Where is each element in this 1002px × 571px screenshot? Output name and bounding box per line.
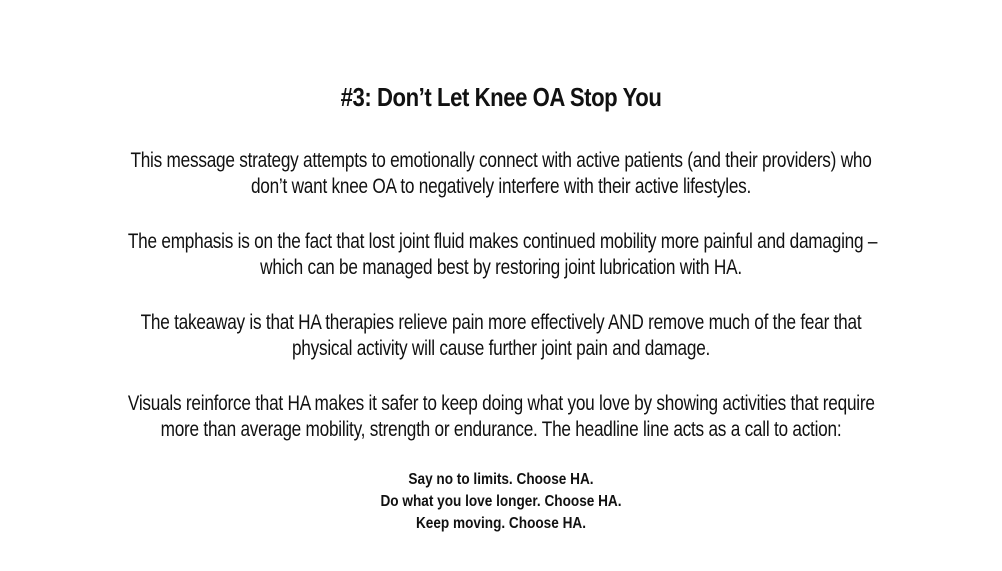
slide-title: #3: Don’t Let Knee OA Stop You xyxy=(340,82,662,112)
paragraph-line: physical activity will cause further joint pain and damage. xyxy=(291,337,711,360)
paragraph-emphasis xyxy=(46,229,956,281)
tagline: Say no to limits. Choose HA. xyxy=(408,471,594,488)
paragraph-line: which can be managed best by restoring joint lubrication with HA. xyxy=(260,256,742,279)
paragraph-line: The emphasis is on the fact that lost joint fluid makes continued mobility more painful and damaging – xyxy=(127,230,878,253)
paragraph-line: more than average mobility, strength or endurance. The headline line acts as a call to action: xyxy=(160,418,842,441)
paragraph-takeaway xyxy=(46,310,956,362)
paragraph-line: The takeaway is that HA therapies relieve pain more effectively AND remove much of the fear that xyxy=(140,311,862,334)
paragraph-line: don’t want knee OA to negatively interfere with their active lifestyles. xyxy=(250,175,752,198)
tagline: Keep moving. Choose HA. xyxy=(415,515,587,532)
paragraph-strategy xyxy=(46,148,956,200)
paragraph-visuals xyxy=(46,391,956,443)
paragraph-line: This message strategy attempts to emotionally connect with active patients (and their providers) who xyxy=(130,149,872,172)
tagline: Do what you love longer. Choose HA. xyxy=(380,493,622,510)
tagline-list xyxy=(0,469,1002,535)
paragraph-line: Visuals reinforce that HA makes it safer to keep doing what you love by showing activities that require xyxy=(127,392,875,415)
